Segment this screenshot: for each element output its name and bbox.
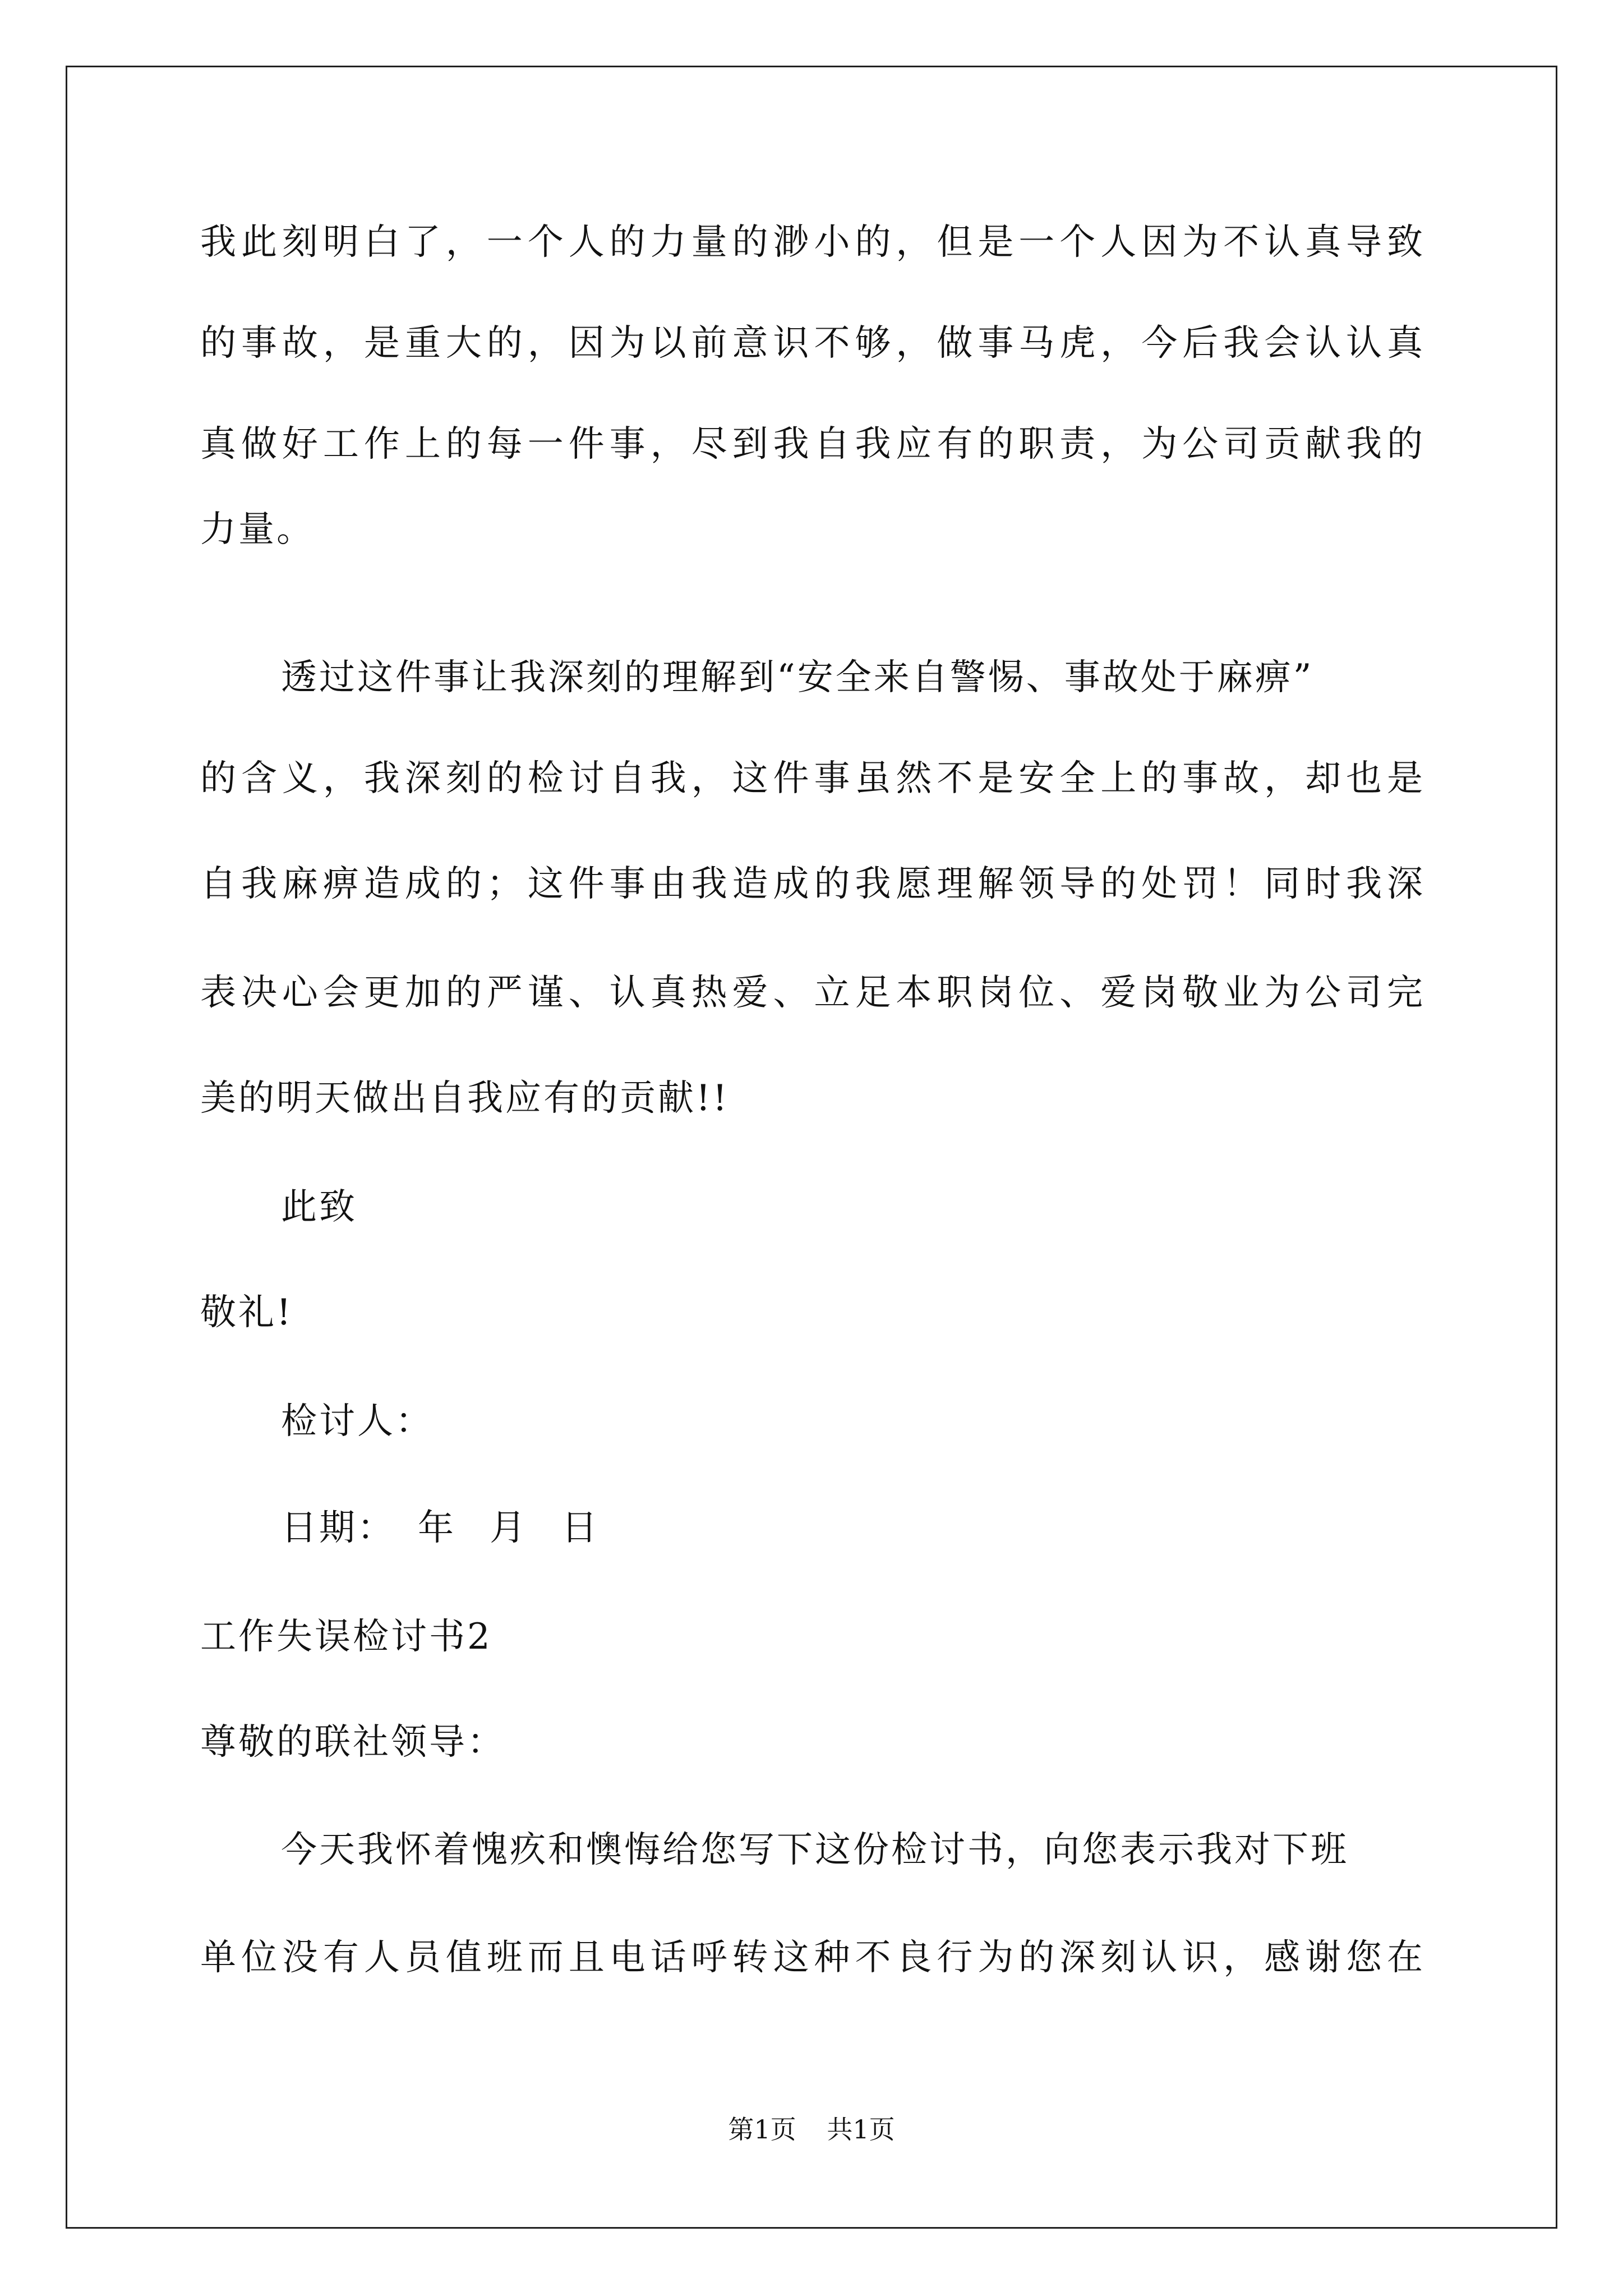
paragraph-line: 美的明天做出自我应有的贡献!! (200, 1078, 730, 1119)
paragraph-line: 的事故，是重大的，因为以前意识不够，做事马虎，今后我会认认真 (200, 323, 1423, 364)
date-line (281, 1506, 600, 1550)
date-label: 日期： (281, 1507, 395, 1549)
paragraph-line: 我此刻明白了，一个人的力量的渺小的，但是一个人因为不认真导致 (200, 222, 1423, 263)
paragraph-line: 力量。 (200, 509, 315, 550)
date-day: 日 (561, 1507, 600, 1549)
date-month: 月 (490, 1507, 528, 1549)
paragraph-line: 表决心会更加的严谨、认真热爱、立足本职岗位、爱岗敬业为公司完 (200, 972, 1423, 1014)
date-year: 年 (418, 1507, 456, 1549)
closing-respect: 敬礼! (200, 1292, 293, 1333)
paragraph-line: 自我麻痹造成的；这件事由我造成的我愿理解领导的处罚！同时我深 (200, 863, 1423, 905)
page-footer (0, 2113, 1623, 2146)
section-title: 工作失误检讨书2 (200, 1616, 492, 1658)
letter-salutation: 尊敬的联社领导： (200, 1722, 505, 1763)
closing-salutation: 此致 (281, 1186, 357, 1228)
page-border (66, 66, 1557, 2229)
paragraph-line: 的含义，我深刻的检讨自我，这件事虽然不是安全上的事故，却也是 (200, 758, 1423, 799)
page-number-current: 第1页 (728, 2114, 796, 2145)
page-number-total: 共1页 (827, 2114, 895, 2145)
paragraph-line: 透过这件事让我深刻的理解到“安全来自警惕、事故处于麻痹” (281, 657, 1314, 698)
paragraph-line: 真做好工作上的每一件事，尽到我自我应有的职责，为公司贡献我的 (200, 424, 1423, 465)
paragraph-line: 单位没有人员值班而且电话呼转这种不良行为的深刻认识，感谢您在 (200, 1937, 1423, 1978)
signature-label: 检讨人： (281, 1401, 434, 1442)
paragraph-line: 今天我怀着愧疚和懊悔给您写下这份检讨书，向您表示我对下班 (281, 1829, 1349, 1871)
